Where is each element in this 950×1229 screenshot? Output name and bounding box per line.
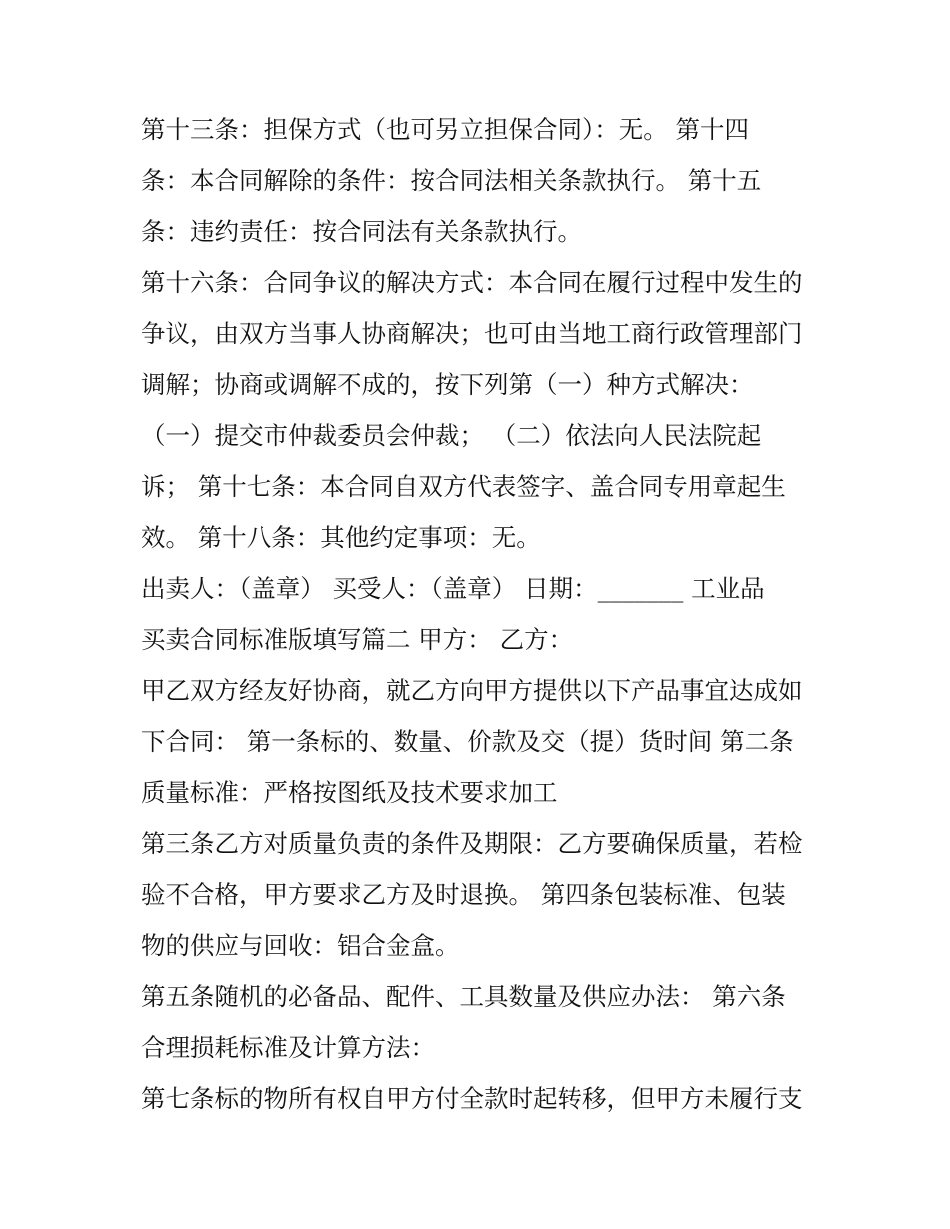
text-line: 合理损耗标准及计算方法： (141, 1033, 435, 1062)
contract-text (141, 108, 821, 1128)
text-line: 第七条标的物所有权自甲方付全款时起转移，但甲方未履行支 (141, 1084, 803, 1113)
text-line: 验不合格，甲方要求乙方及时退换。 第四条包装标准、包装 (141, 880, 786, 909)
text-line: 第五条随机的必备品、配件、工具数量及供应办法： 第六条 (141, 982, 786, 1011)
text-line: 条：违约责任：按合同法有关条款执行。 (141, 217, 582, 246)
text-line: 下合同： 第一条标的、数量、价款及交（提）货时间 第二条 (141, 727, 794, 756)
text-line: 第三条乙方对质量负责的条件及期限：乙方要确保质量，若检 (141, 829, 803, 858)
text-line: 效。 第十八条：其他约定事项：无。 (141, 523, 541, 552)
text-line: 甲乙双方经友好协商，就乙方向甲方提供以下产品事宜达成如 (141, 676, 803, 705)
text-line: 物的供应与回收：铝合金盒。 (141, 931, 460, 960)
text-line: 调解；协商或调解不成的，按下列第（一）种方式解决： (141, 370, 754, 399)
text-line: 诉； 第十七条：本合同自双方代表签字、盖合同专用章起生 (141, 472, 786, 501)
text-line: 第十六条：合同争议的解决方式：本合同在履行过程中发生的 (141, 268, 803, 297)
text-line: 条：本合同解除的条件：按合同法相关条款执行。 第十五 (141, 166, 762, 195)
text-line: 争议，由双方当事人协商解决；也可由当地工商行政管理部门 (141, 319, 803, 348)
text-line: （一）提交市仲裁委员会仲裁； （二）依法向人民法院起 (141, 421, 762, 450)
text-line: 第十三条：担保方式（也可另立担保合同）：无。 第十四 (141, 115, 750, 144)
text-line: 质量标准：严格按图纸及技术要求加工 (141, 778, 558, 807)
text-line: 出卖人：（盖章） 买受人：（盖章） 日期：_______ 工业品 (141, 574, 765, 603)
text-line: 买卖合同标准版填写篇二 甲方： 乙方： (141, 625, 574, 654)
